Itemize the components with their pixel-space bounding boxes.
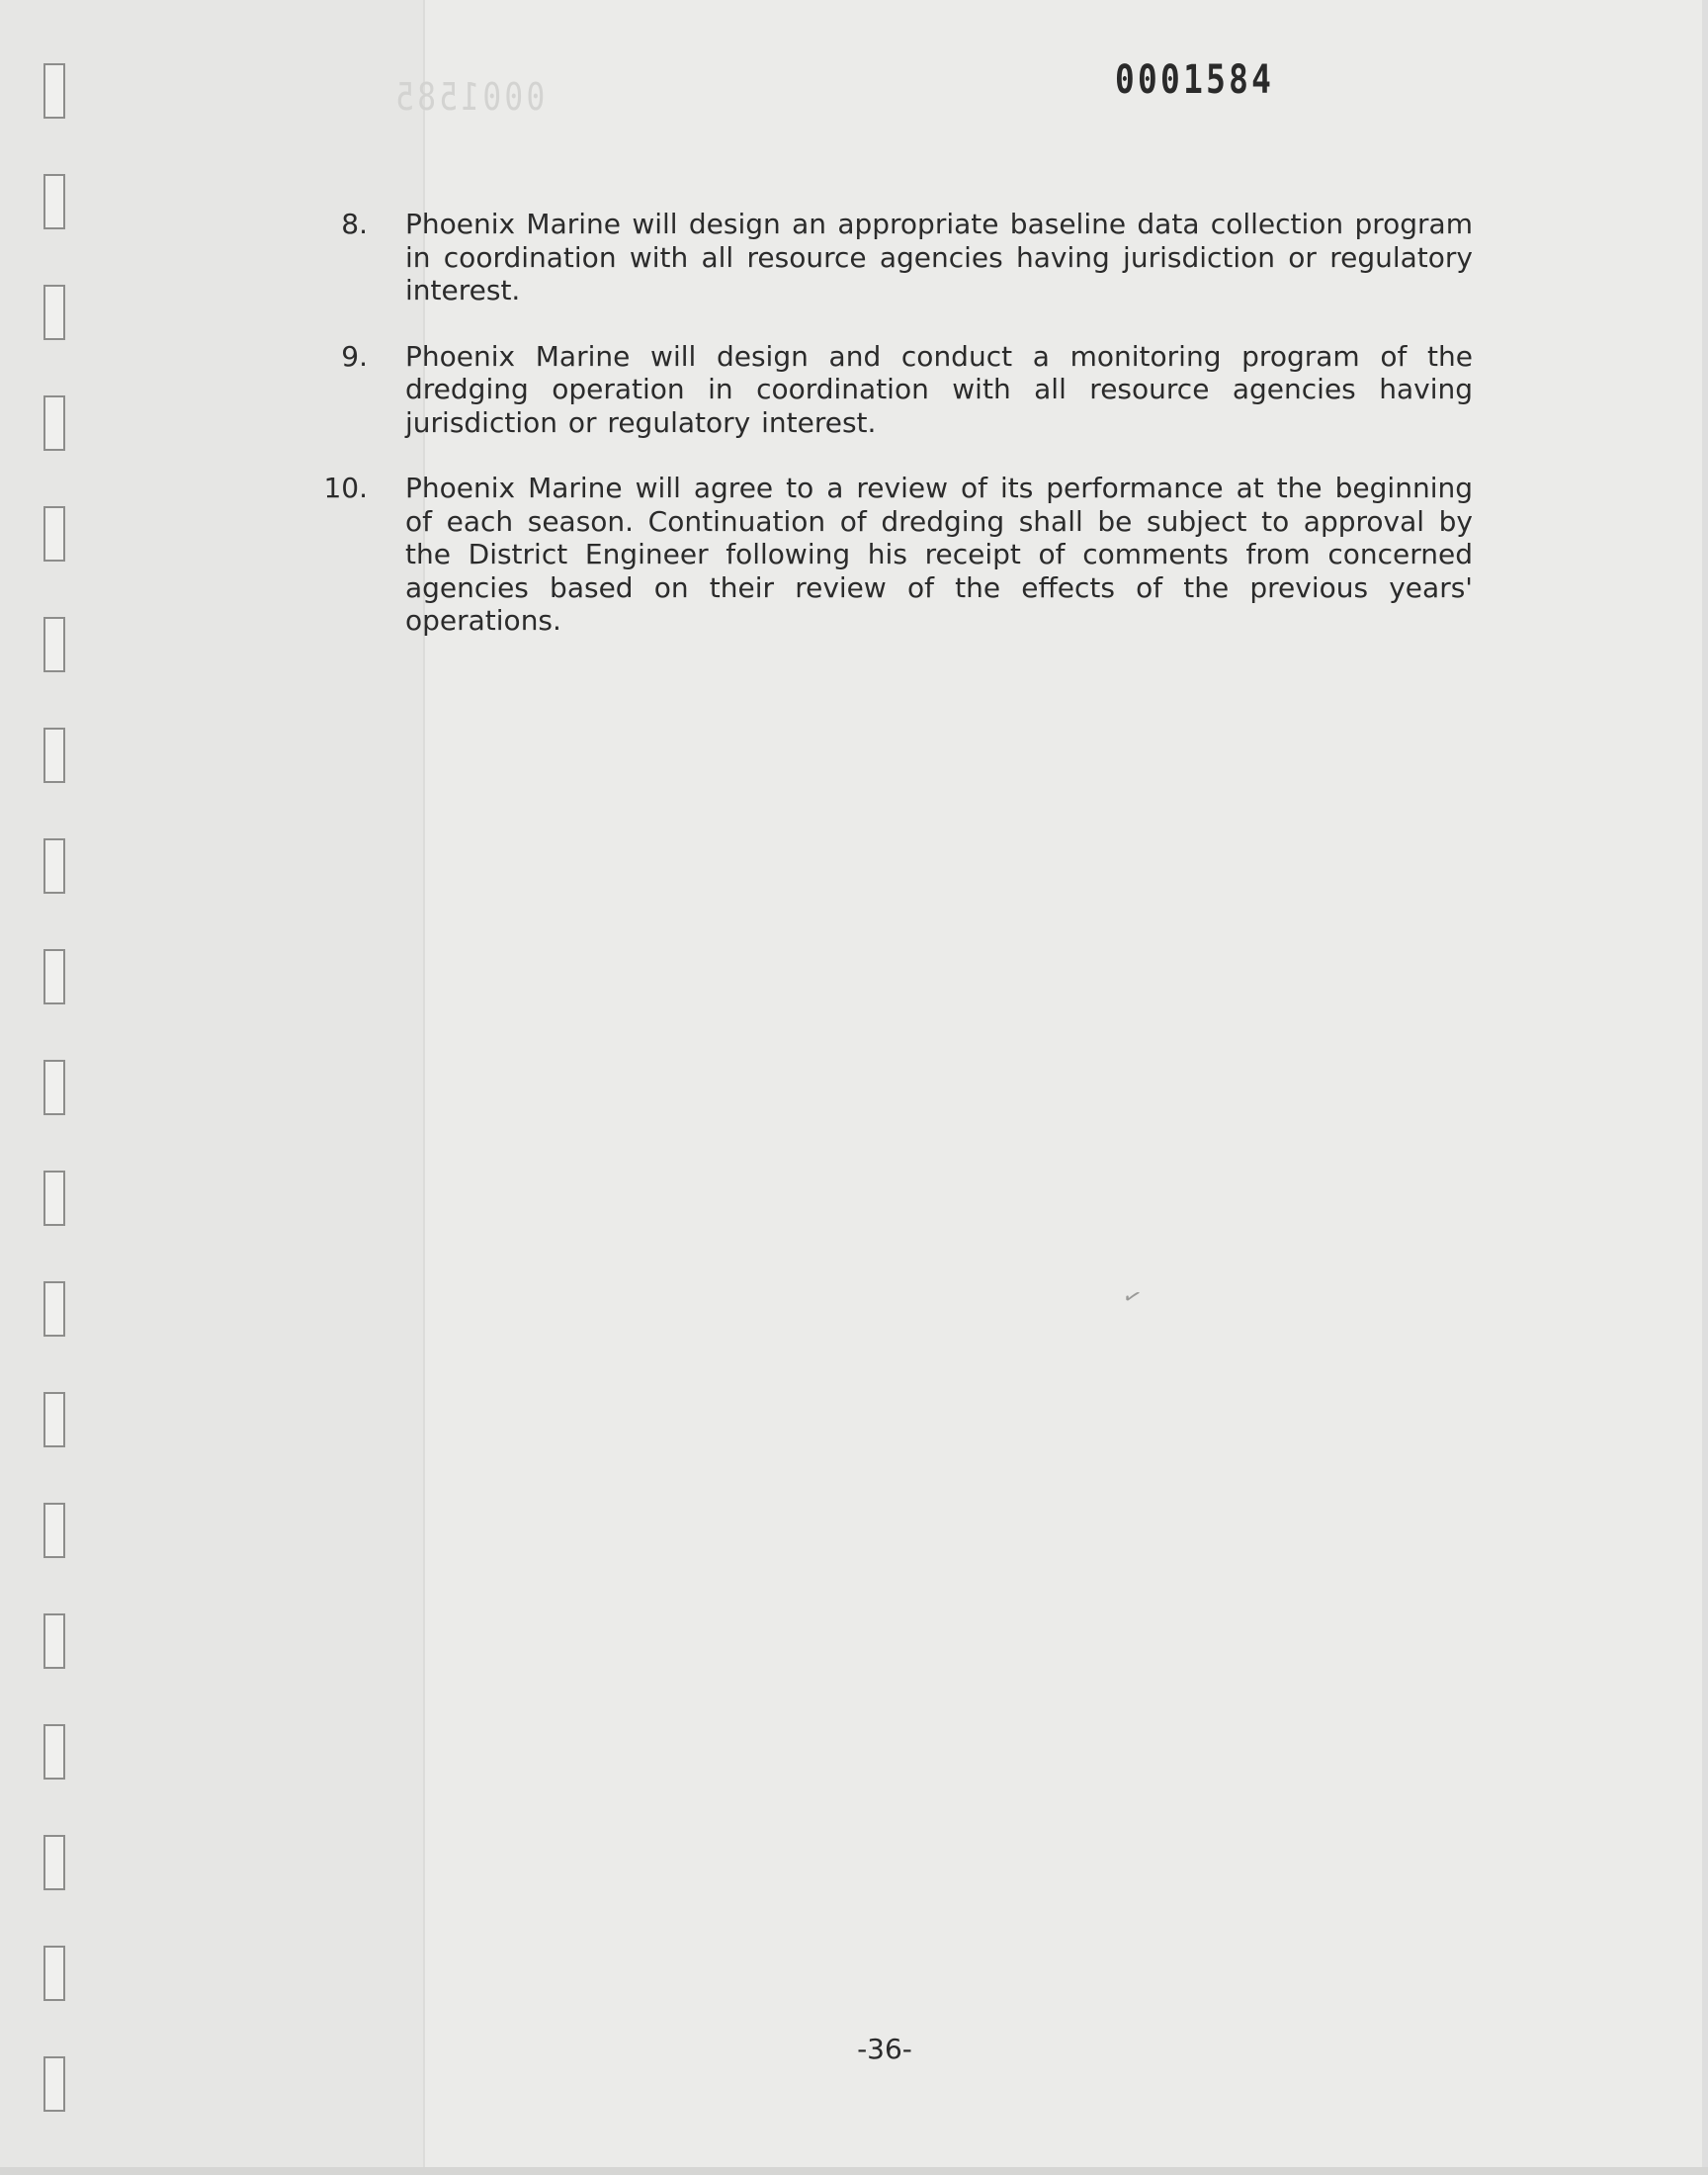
punch-hole [43, 1946, 65, 2001]
punch-hole [43, 1503, 65, 1558]
numbered-conditions-list [306, 208, 1473, 670]
punch-hole [43, 395, 65, 451]
punch-hole [43, 1835, 65, 1890]
item-number: 8. [341, 208, 368, 240]
punch-hole [43, 285, 65, 340]
list-item [306, 208, 1473, 307]
list-item [306, 472, 1473, 638]
punch-hole [43, 1060, 65, 1115]
item-text: Phoenix Marine will design and conduct a monitoring program of the dredging operation in coordination with all resource agencies having jurisdiction or regulatory interest. [405, 339, 1473, 439]
item-text: Phoenix Marine will design an appropriate baseline data collection program in coordination with all resource agencies having jurisdiction or regulatory interest. [405, 208, 1473, 306]
punch-hole [43, 728, 65, 783]
list-item [306, 340, 1473, 440]
bates-number: 0001584 [1115, 57, 1275, 103]
punch-hole [43, 63, 65, 119]
binder-punch-holes [43, 63, 73, 2130]
bottom-page-edge [0, 2167, 1708, 2175]
item-number: 9. [341, 339, 368, 373]
page-number: -36- [857, 2033, 912, 2065]
item-text: Phoenix Marine will agree to a review of its performance at the beginning of each season. Continuation of dredging shall be subject to approval by the District Engineer following his receipt of comments from concerned agencies based on their review of the effects of the previous years' operations. [405, 472, 1473, 637]
punch-hole [43, 1171, 65, 1226]
punch-hole [43, 1613, 65, 1669]
punch-hole [43, 1392, 65, 1447]
item-number: 10. [323, 472, 368, 504]
punch-hole [43, 1281, 65, 1337]
punch-hole [43, 174, 65, 229]
punch-hole [43, 617, 65, 672]
punch-hole [43, 506, 65, 562]
bates-number-bleedthrough: 0001585 [391, 75, 546, 119]
right-page-edge [1702, 0, 1708, 2175]
punch-hole [43, 949, 65, 1004]
punch-hole [43, 1724, 65, 1780]
pencil-tick-mark: ✓ [1119, 1282, 1146, 1313]
punch-hole [43, 838, 65, 894]
